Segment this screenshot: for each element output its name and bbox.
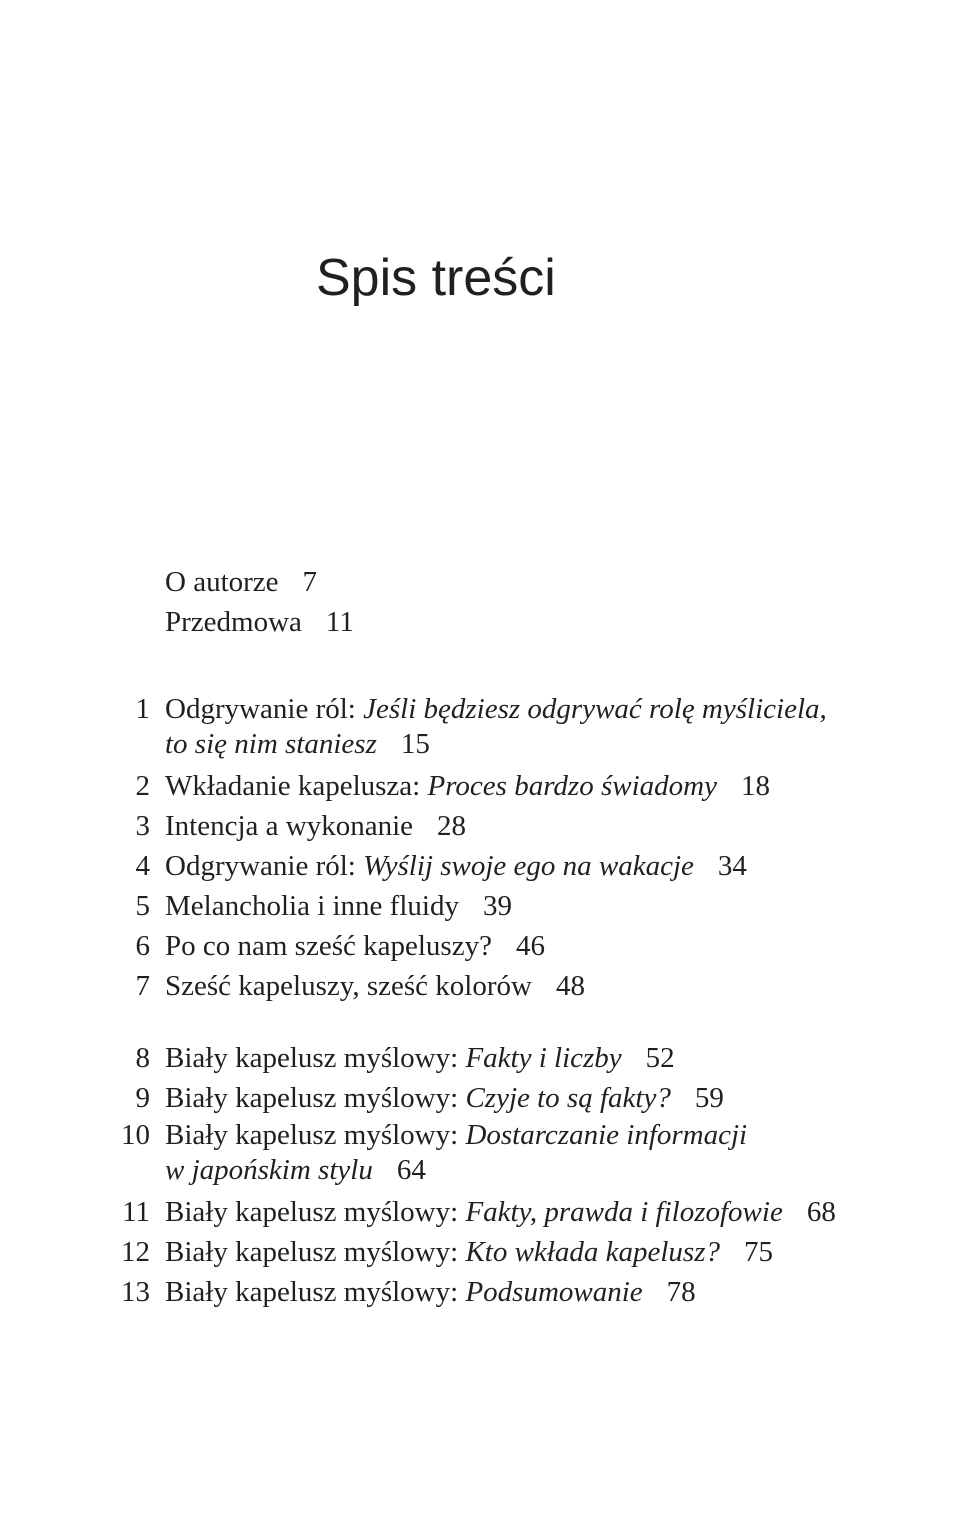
toc-entry-about-author [165, 562, 354, 602]
toc-entry-chapter-2 [0, 766, 961, 806]
chapter-number: 1 [135, 693, 150, 725]
toc-entry-chapter-8 [0, 1038, 961, 1078]
chapter-title: Biały kapelusz myślowy: [165, 1196, 459, 1228]
chapter-subtitle: Proces bardzo świadomy [427, 770, 717, 802]
entry-page: 46 [515, 930, 545, 962]
entry-page: 11 [325, 606, 354, 638]
entry-page: 75 [743, 1236, 773, 1268]
chapter-subtitle: Jeśli będziesz odgrywać rolę myśliciela, [363, 693, 827, 725]
chapter-number: 7 [135, 970, 150, 1002]
entry-page: 68 [806, 1196, 836, 1228]
entry-label: Przedmowa [165, 606, 302, 638]
chapter-title: Biały kapelusz myślowy: [165, 1276, 459, 1308]
toc-entry-preface [165, 602, 354, 642]
chapter-title: Wkładanie kapelusza: [165, 770, 421, 802]
chapter-number: 5 [135, 890, 150, 922]
toc-entry-chapter-11 [0, 1192, 961, 1232]
chapter-title: Intencja a wykonanie [165, 810, 414, 842]
toc-entry-chapter-5 [0, 886, 961, 926]
chapter-number: 6 [135, 930, 150, 962]
chapter-title: Biały kapelusz myślowy: [165, 1119, 459, 1151]
entry-page: 7 [302, 566, 318, 598]
entry-page: 59 [694, 1082, 724, 1114]
front-matter-list [165, 562, 354, 642]
toc-entry-chapter-9 [0, 1078, 961, 1118]
entry-page: 48 [555, 970, 585, 1002]
chapter-title: Odgrywanie ról: [165, 850, 356, 882]
chapter-number: 4 [135, 850, 150, 882]
chapter-subtitle: Kto wkłada kapelusz? [465, 1236, 720, 1268]
entry-page: 15 [400, 728, 430, 760]
entry-page: 52 [645, 1042, 675, 1074]
chapter-subtitle: Czyje to są fakty? [465, 1082, 671, 1114]
entry-page: 18 [740, 770, 770, 802]
chapter-list-part-1 [0, 692, 961, 1006]
chapter-number: 11 [122, 1196, 150, 1228]
entry-page: 78 [666, 1276, 696, 1308]
chapter-title: Biały kapelusz myślowy: [165, 1082, 459, 1114]
toc-entry-chapter-3 [0, 806, 961, 846]
chapter-subtitle: Podsumowanie [465, 1276, 643, 1308]
chapter-subtitle: Fakty, prawda i filozofowie [465, 1196, 783, 1228]
chapter-number: 3 [135, 810, 150, 842]
toc-entry-chapter-10 [0, 1118, 961, 1192]
chapter-number: 13 [121, 1276, 150, 1308]
chapter-title: Odgrywanie ról: [165, 693, 356, 725]
entry-label: O autorze [165, 566, 279, 598]
chapter-subtitle: Wyślij swoje ego na wakacje [363, 850, 694, 882]
chapter-title: Biały kapelusz myślowy: [165, 1236, 459, 1268]
chapter-number: 8 [135, 1042, 150, 1074]
chapter-title: Biały kapelusz myślowy: [165, 1042, 459, 1074]
chapter-title: Sześć kapeluszy, sześć kolorów [165, 970, 532, 1002]
chapter-number: 12 [121, 1236, 150, 1268]
page-title: Spis treści [316, 249, 556, 307]
chapter-subtitle-cont: to się nim staniesz [165, 728, 377, 760]
chapter-number: 9 [135, 1082, 150, 1114]
entry-page: 28 [437, 810, 467, 842]
chapter-list-part-2 [0, 1038, 961, 1312]
chapter-title: Melancholia i inne fluidy [165, 890, 459, 922]
chapter-subtitle: Fakty i liczby [465, 1042, 622, 1074]
entry-page: 64 [396, 1154, 426, 1186]
toc-entry-chapter-4 [0, 846, 961, 886]
chapter-subtitle: Dostarczanie informacji [465, 1119, 748, 1151]
toc-entry-chapter-12 [0, 1232, 961, 1272]
toc-entry-chapter-7 [0, 966, 961, 1006]
chapter-number: 2 [135, 770, 150, 802]
toc-entry-chapter-6 [0, 926, 961, 966]
toc-entry-chapter-13 [0, 1272, 961, 1312]
chapter-subtitle-cont: w japońskim stylu [165, 1154, 373, 1186]
chapter-number: 10 [121, 1119, 150, 1151]
entry-page: 39 [482, 890, 512, 922]
chapter-title: Po co nam sześć kapeluszy? [165, 930, 492, 962]
entry-page: 34 [717, 850, 747, 882]
toc-entry-chapter-1 [0, 692, 961, 766]
